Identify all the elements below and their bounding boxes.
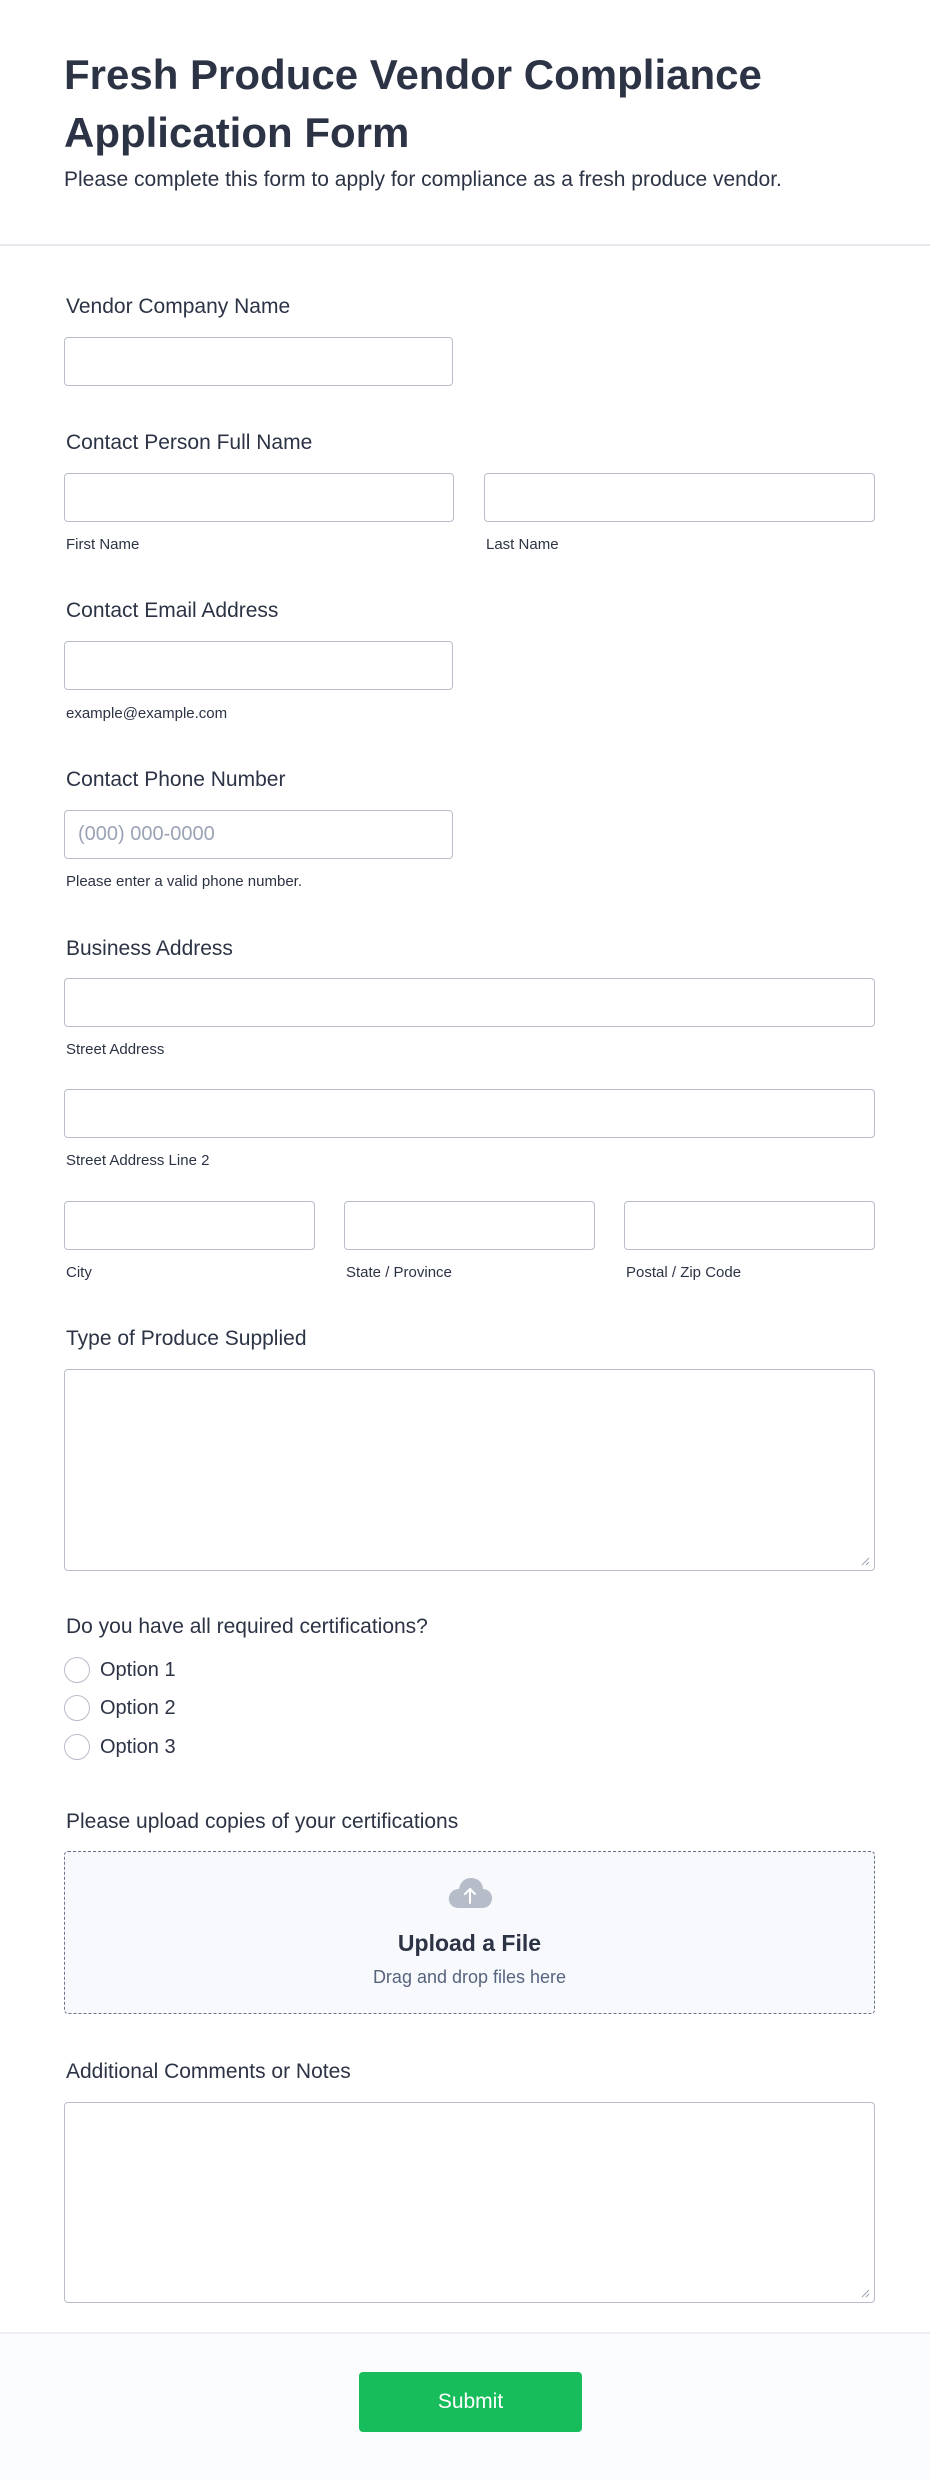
company-name-input[interactable] [64, 337, 453, 386]
upload-label: Please upload copies of your certifications [66, 1810, 459, 1833]
form-title: Fresh Produce Vendor Compliance Application Form [64, 51, 762, 156]
company-name-label: Vendor Company Name [66, 295, 291, 318]
upload-title: Upload a File [397, 1930, 542, 1956]
city-sublabel: City [66, 1264, 92, 1281]
email-label: Contact Email Address [66, 599, 279, 622]
produce-type-textarea[interactable] [64, 1369, 875, 1571]
produce-type-wrapper [64, 1369, 875, 1571]
zip-input[interactable] [624, 1201, 875, 1250]
street-address-sublabel: Street Address [66, 1041, 165, 1058]
city-input[interactable] [64, 1201, 315, 1250]
resize-grip-icon[interactable] [860, 2288, 870, 2298]
upload-subtitle: Drag and drop files here [372, 1967, 567, 1987]
phone-label: Contact Phone Number [66, 768, 286, 791]
radio-button[interactable] [64, 1695, 90, 1721]
last-name-sublabel: Last Name [486, 536, 559, 553]
file-upload-dropzone[interactable] [64, 1851, 875, 2014]
email-input[interactable] [64, 641, 453, 690]
first-name-input[interactable] [64, 473, 454, 522]
state-input[interactable] [344, 1201, 595, 1250]
zip-sublabel: Postal / Zip Code [626, 1264, 742, 1281]
radio-button[interactable] [64, 1657, 90, 1683]
radio-option-label: Option 3 [100, 1735, 176, 1758]
comments-wrapper [64, 2102, 875, 2303]
street-address-line2-sublabel: Street Address Line 2 [66, 1152, 210, 1169]
resize-grip-icon[interactable] [860, 1556, 870, 1566]
cloud-upload-icon [447, 1876, 493, 1910]
form-header [0, 0, 930, 246]
radio-button[interactable] [64, 1734, 90, 1760]
form-footer [0, 2332, 930, 2480]
last-name-input[interactable] [484, 473, 875, 522]
produce-type-label: Type of Produce Supplied [66, 1327, 307, 1350]
state-sublabel: State / Province [346, 1264, 452, 1281]
comments-textarea[interactable] [64, 2102, 875, 2303]
first-name-sublabel: First Name [66, 536, 140, 553]
certifications-label: Do you have all required certifications? [66, 1615, 428, 1638]
email-sublabel: example@example.com [66, 705, 228, 722]
submit-button[interactable]: Submit [359, 2372, 582, 2432]
radio-option-3[interactable] [64, 1732, 176, 1762]
contact-name-label: Contact Person Full Name [66, 431, 313, 454]
street-address-input[interactable] [64, 978, 875, 1027]
comments-label: Additional Comments or Notes [66, 2060, 351, 2083]
phone-sublabel: Please enter a valid phone number. [66, 873, 302, 890]
radio-option-1[interactable] [64, 1655, 176, 1685]
form-subtitle: Please complete this form to apply for compliance as a fresh produce vendor. [64, 168, 782, 191]
radio-option-label: Option 1 [100, 1658, 176, 1681]
street-address-line2-input[interactable] [64, 1089, 875, 1138]
radio-option-label: Option 2 [100, 1696, 176, 1719]
radio-option-2[interactable] [64, 1693, 176, 1723]
phone-input[interactable] [64, 810, 453, 859]
address-label: Business Address [66, 937, 233, 960]
